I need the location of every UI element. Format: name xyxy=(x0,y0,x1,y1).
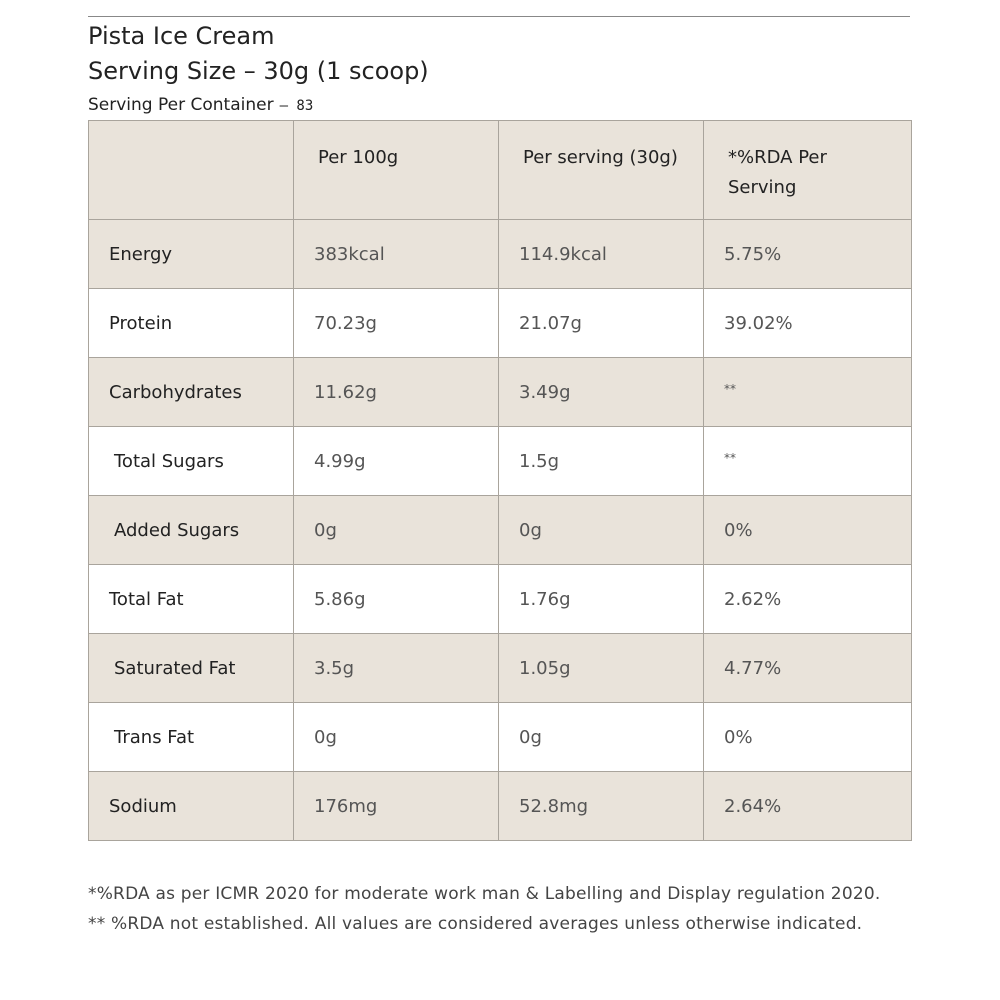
nutrient-name: Total Fat xyxy=(89,565,294,634)
header-nutrient xyxy=(89,121,294,220)
footnote: *%RDA as per ICMR 2020 for moderate work man & Labelling and Display regulation 2020. ** %RDA not established. All values are considered averages unless otherwise indicated. xyxy=(88,884,881,934)
nutrition-table xyxy=(88,120,912,841)
table-row xyxy=(89,565,912,634)
nutrient-name: Protein xyxy=(89,289,294,358)
servings-per-container-value: – 83 xyxy=(279,98,314,114)
value-per-serving: 1.5g xyxy=(499,427,704,496)
value-per-100g: 70.23g xyxy=(294,289,499,358)
value-per-serving: 0g xyxy=(499,496,704,565)
value-per-100g: 0g xyxy=(294,496,499,565)
table-row xyxy=(89,358,912,427)
table-row xyxy=(89,220,912,289)
top-divider xyxy=(88,16,910,17)
value-rda: 4.77% xyxy=(704,634,912,703)
table-row xyxy=(89,289,912,358)
value-per-serving: 3.49g xyxy=(499,358,704,427)
nutrient-name: Added Sugars xyxy=(89,496,294,565)
value-rda: ** xyxy=(704,427,912,496)
value-rda: 0% xyxy=(704,496,912,565)
header-per-serving: Per serving (30g) xyxy=(499,121,704,220)
table-header-row xyxy=(89,121,912,220)
nutrient-name: Sodium xyxy=(89,772,294,841)
value-per-100g: 3.5g xyxy=(294,634,499,703)
nutrient-name: Trans Fat xyxy=(89,703,294,772)
nutrient-name: Carbohydrates xyxy=(89,358,294,427)
value-rda: 39.02% xyxy=(704,289,912,358)
value-per-100g: 5.86g xyxy=(294,565,499,634)
table-row xyxy=(89,634,912,703)
value-per-serving: 0g xyxy=(499,703,704,772)
value-per-serving: 114.9kcal xyxy=(499,220,704,289)
value-rda: 2.64% xyxy=(704,772,912,841)
nutrient-name: Total Sugars xyxy=(89,427,294,496)
value-per-100g: 383kcal xyxy=(294,220,499,289)
servings-per-container xyxy=(88,93,313,118)
servings-per-container-label: Serving Per Container xyxy=(88,95,274,115)
header-per-100g: Per 100g xyxy=(294,121,499,220)
product-title: Pista Ice Cream xyxy=(88,22,275,50)
table-row xyxy=(89,427,912,496)
value-rda: ** xyxy=(704,358,912,427)
serving-size: Serving Size – 30g (1 scoop) xyxy=(88,57,429,85)
value-per-serving: 1.05g xyxy=(499,634,704,703)
header-rda: *%RDA Per Serving xyxy=(704,121,912,220)
value-rda: 5.75% xyxy=(704,220,912,289)
value-per-serving: 21.07g xyxy=(499,289,704,358)
value-per-100g: 176mg xyxy=(294,772,499,841)
value-rda: 2.62% xyxy=(704,565,912,634)
nutrient-name: Saturated Fat xyxy=(89,634,294,703)
value-per-serving: 1.76g xyxy=(499,565,704,634)
table-row xyxy=(89,496,912,565)
value-rda: 0% xyxy=(704,703,912,772)
nutrient-name: Energy xyxy=(89,220,294,289)
table-row xyxy=(89,772,912,841)
value-per-serving: 52.8mg xyxy=(499,772,704,841)
value-per-100g: 4.99g xyxy=(294,427,499,496)
value-per-100g: 11.62g xyxy=(294,358,499,427)
table-row xyxy=(89,703,912,772)
value-per-100g: 0g xyxy=(294,703,499,772)
